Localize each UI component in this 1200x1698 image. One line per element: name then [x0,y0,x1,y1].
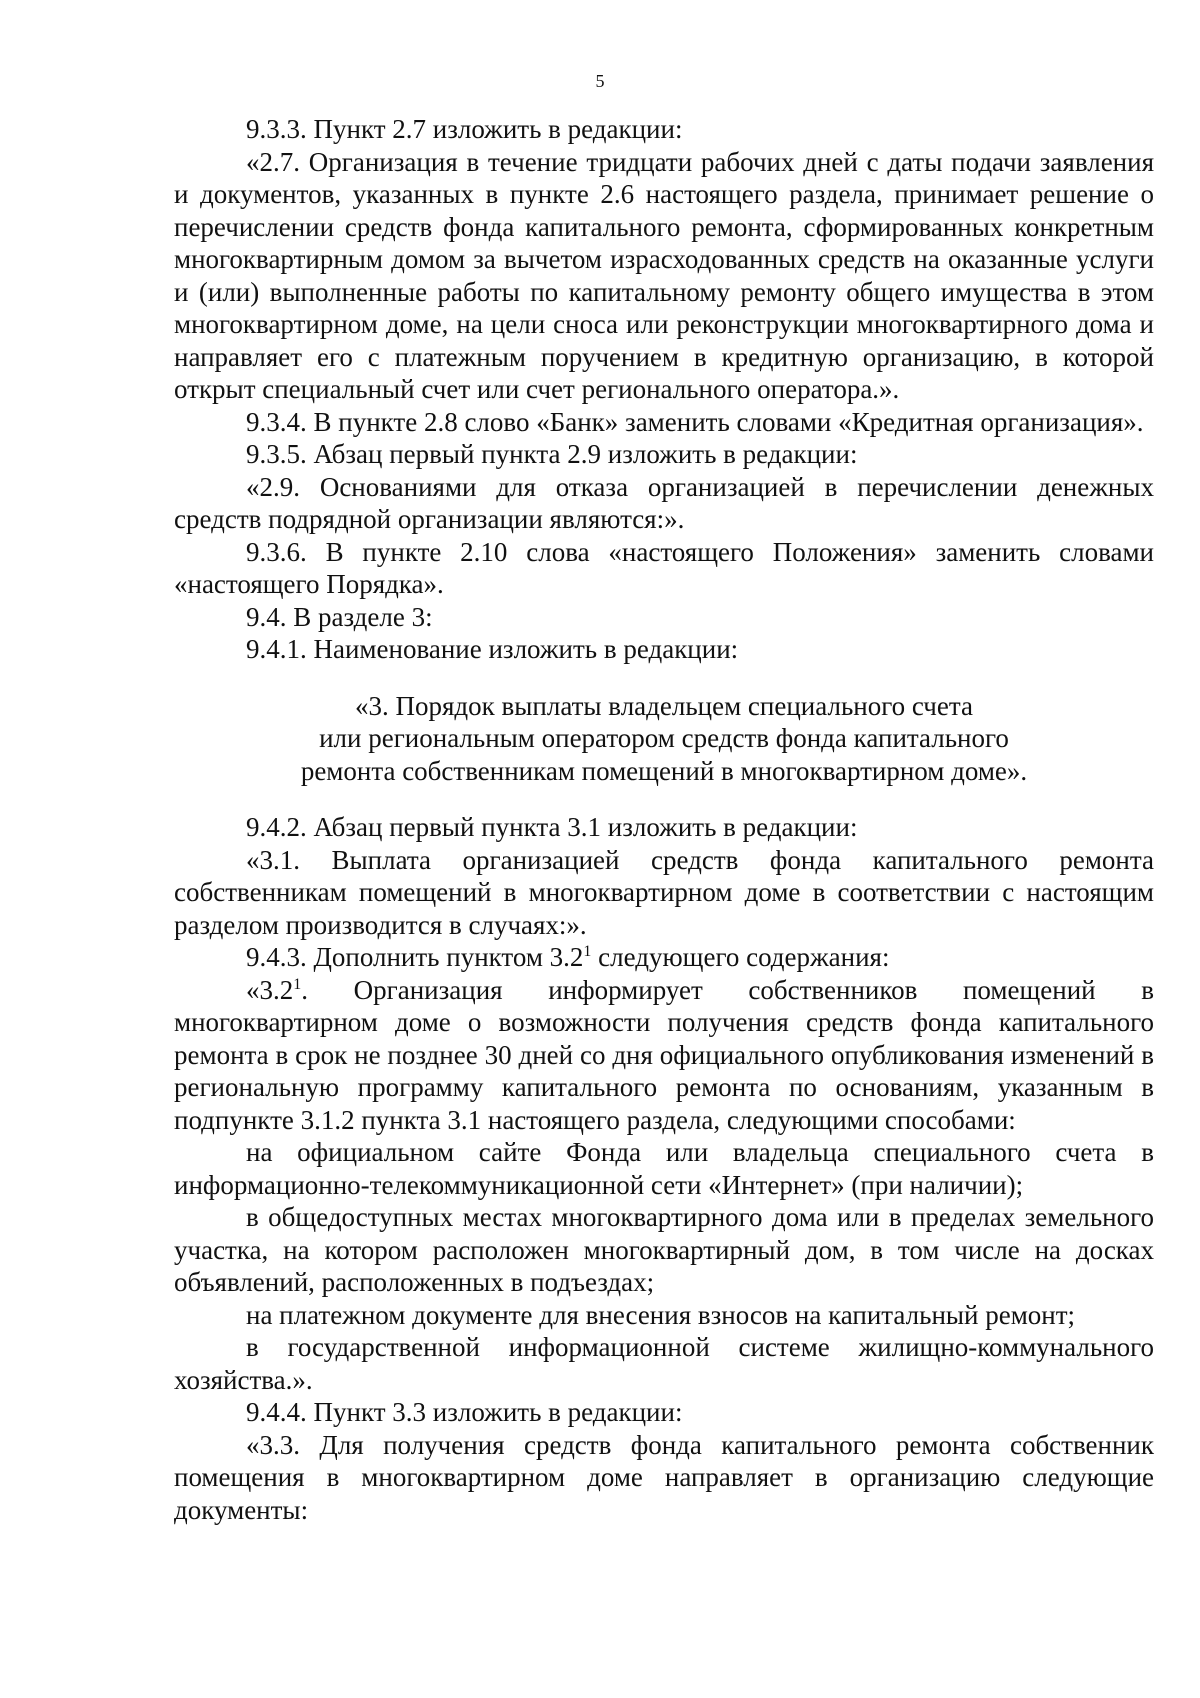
paragraph-3-2-1 [174,974,1154,1137]
paragraph-9-4: 9.4. В разделе 3: [246,601,433,632]
paragraph-website: на официальном сайте Фонда или владельца специального счета в информационно-телекоммуникационной сети «Интернет» (при наличии); [174,1137,1154,1200]
paragraph-9-3-5: 9.3.5. Абзац первый пункта 2.9 изложить в редакции: [246,439,858,469]
paragraph-9-4-4: 9.4.4. Пункт 3.3 изложить в редакции: [246,1397,683,1427]
section-title [174,690,1154,788]
paragraph-9-3-6: 9.3.6. В пункте 2.10 слова «настоящего Положения» заменить словами «настоящего Порядка». [174,536,1154,599]
section-title-line: или региональным оператором средств фонда капитального [319,723,1009,753]
page-number: 5 [595,71,605,91]
text-fragment: . Организация информирует собственников помещений в многоквартирном доме о возможности получения средств фонда капитального ремонта в срок не позднее 30 дней со дня официального опубликования изменений в региональную программу капитального ремонта по основаниям, указанным в подпункте 3.1.2 пункта 3.1 настоящего раздела, следующими способами: [174,974,1154,1135]
paragraph-public-places: в общедоступных местах многоквартирного дома или в пределах земельного участка, на котором расположен многоквартирный дом, в том числе на досках объявлений, расположенных в подъездах; [174,1202,1154,1297]
paragraph-3-1: «3.1. Выплата организацией средств фонда капитального ремонта собственникам помещений в многоквартирном доме в соответствии с настоящим разделом производится в случаях:». [174,844,1154,940]
paragraph-9-4-2: 9.4.2. Абзац первый пункта 3.1 изложить в редакции: [246,812,858,842]
paragraph-9-3-3: 9.3.3. Пункт 2.7 изложить в редакции: [246,114,683,144]
paragraph-payment-document: на платежном документе для внесения взносов на капитальный ремонт; [246,1299,1076,1330]
paragraph-9-4-1: 9.4.1. Наименование изложить в редакции: [246,634,739,664]
paragraph-2-7: «2.7. Организация в течение тридцати рабочих дней с даты подачи заявления и документов, указанных в пункте 2.6 настоящего раздела, принимает решение о перечислении средств фонда капитального ремонта, сформированных конкретным многоквартирным домом за вычетом израсходованных средств на оказанные услуги и (или) выполненные работы по капитальному ремонту общего имущества в этом многоквартирном доме, на цели сноса или реконструкции многоквартирного дома и направляет его с платежным поручением в кредитную организацию, в которой открыт специальный счет или счет регионального оператора.». [174,146,1154,404]
section-title-line: ремонта собственникам помещений в многоквартирном доме». [300,755,1028,786]
paragraph-3-3: «3.3. Для получения средств фонда капитального ремонта собственник помещения в многоквартирном доме направляет в организацию следующие документы: [174,1429,1154,1525]
section-title-line: «3. Порядок выплаты владельцем специального счета [355,690,973,721]
paragraph-2-9: «2.9. Основаниями для отказа организацией в перечислении денежных средств подрядной организации являются:». [174,471,1154,534]
paragraph-9-4-3 [174,941,1154,974]
document-body [174,113,1154,1526]
text-fragment: следующего содержания: [591,942,890,972]
superscript: 1 [583,943,592,960]
text-fragment: «3.2 [246,974,294,1005]
text-fragment: 9.4.3. Дополнить пунктом 3.2 [246,942,584,972]
paragraph-9-3-4: 9.3.4. В пункте 2.8 слово «Банк» заменить словами «Кредитная организация». [246,406,1144,437]
paragraph-gis: в государственной информационной системе жилищно-коммунального хозяйства.». [174,1332,1154,1395]
superscript: 1 [293,975,302,993]
